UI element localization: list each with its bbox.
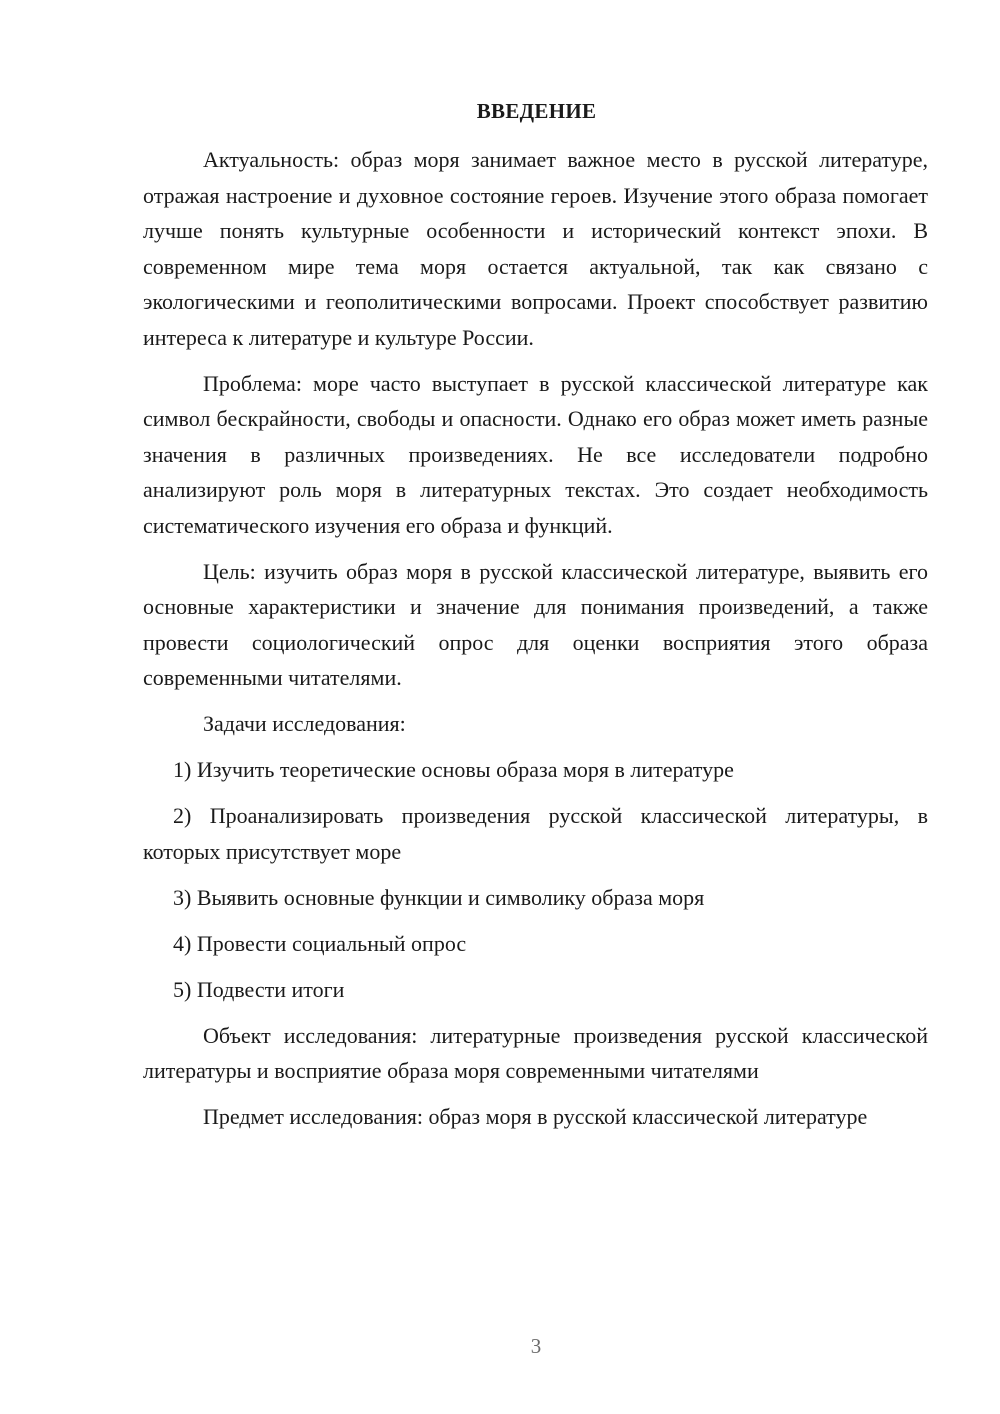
paragraph-goal: Цель: изучить образ моря в русской классической литературе, выявить его основные характеристики и значение для понимания произведений, а также провести социологический опрос для оценки восприятия этого образа современными читателями. [143,558,928,690]
paragraph-tasks-heading: Задачи исследования: [203,711,406,736]
document-body [143,142,928,1145]
paragraph-problem: Проблема: море часто выступает в русской классической литературе как символ бескрайности, свободы и опасности. Однако его образ может иметь разные значения в различных произведениях. Не все исследователи подробно анализируют роль моря в литературных текстах. Это создает необходимость систематического изучения его образа и функций. [143,370,928,538]
page-title: ВВЕДЕНИЕ [476,99,597,123]
task-item-5: 5) Подвести итоги [173,976,345,1002]
page-number: 3 [530,1334,542,1358]
task-item-2: 2) Проанализировать произведения русской классической литературы, в которых присутствует море [143,803,928,864]
task-item-1: 1) Изучить теоретические основы образа моря в литературе [173,757,734,782]
task-item-4: 4) Провести социальный опрос [173,930,467,956]
paragraph-object: Объект исследования: литературные произведения русской классической литературы и восприятие образа моря современными читателями [143,1022,928,1083]
task-item-3: 3) Выявить основные функции и символику образа моря [173,884,705,910]
paragraph-subject: Предмет исследования: образ моря в русской классической литературе [203,1104,868,1129]
paragraph-relevance: Актуальность: образ моря занимает важное место в русской литературе, отражая настроение и духовное состояние героев. Изучение этого образа помогает лучше понять культурные особенности и исторический контекст эпохи. В современном мире тема моря остается актуальной, так как связано с экологическими и геополитическими вопросами. Проект способствует развитию интереса к литературе и культуре России. [143,147,928,350]
